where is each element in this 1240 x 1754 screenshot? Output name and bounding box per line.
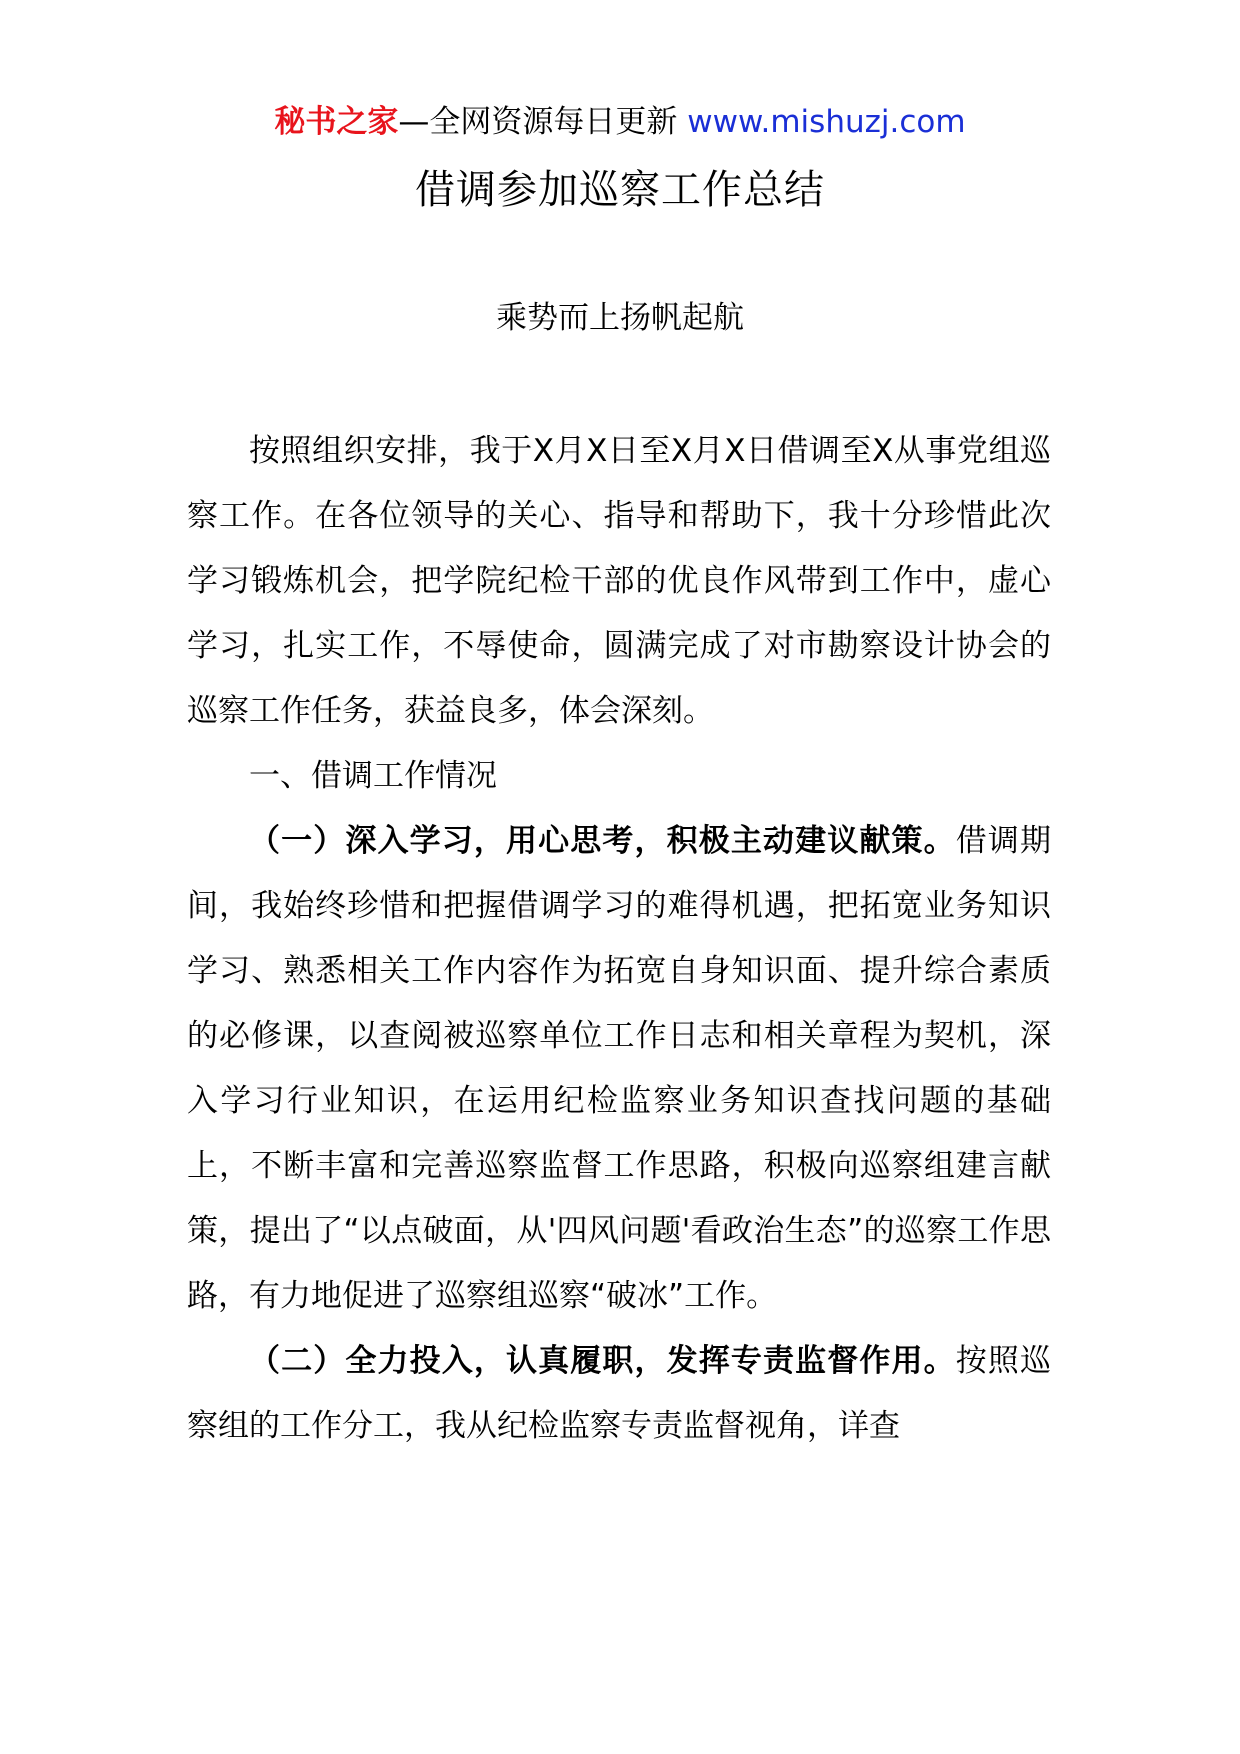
paragraph-item-1 — [187, 809, 1051, 1329]
paragraph-text: 按照巡察组的工作分工，我从纪检监察专责监督视角，详查 — [187, 1343, 1051, 1444]
paragraph-lead: （二）全力投入，认真履职，发挥专责监督作用。 — [249, 1343, 956, 1379]
site-tagline: —全网资源每日更新 — [398, 104, 688, 140]
paragraph-text: 借调期间，我始终珍惜和把握借调学习的难得机遇，把拓宽业务知识学习、熟悉相关工作内容作为拓宽自身知识面、提升综合素质的必修课，以查阅被巡察单位工作日志和相关章程为契机，深入学习行业知识，在运用纪检监察业务知识查找问题的基础上，不断丰富和完善巡察监督工作思路，积极向巡察组建言献策，提出了“以点破面，从'四风问题'看政治生态”的巡察工作思路，有力地促进了巡察组巡察“破冰”工作。 — [187, 823, 1051, 1314]
site-brand: 秘书之家 — [274, 104, 399, 140]
section-heading — [187, 744, 1051, 809]
site-url-link[interactable]: www.mishuzj.com — [687, 104, 966, 140]
paragraph-intro — [187, 419, 1051, 744]
paragraph-item-2 — [187, 1329, 1051, 1459]
paragraph-text: 一、借调工作情况 — [249, 758, 497, 794]
site-header — [0, 100, 1240, 144]
document-subtitle: 乘势而上扬帆起航 — [496, 300, 744, 336]
paragraph-text: 按照组织安排，我于X月X日至X月X日借调至X从事党组巡察工作。在各位领导的关心、指导和帮助下，我十分珍惜此次学习锻炼机会，把学院纪检干部的优良作风带到工作中，虚心学习，扎实工作，不辱使命，圆满完成了对市勘察设计协会的巡察工作任务，获益良多，体会深刻。 — [187, 433, 1051, 729]
paragraph-lead: （一）深入学习，用心思考，积极主动建议献策。 — [249, 823, 956, 859]
document-body — [187, 419, 1051, 1459]
document-title: 借调参加巡察工作总结 — [415, 167, 825, 213]
